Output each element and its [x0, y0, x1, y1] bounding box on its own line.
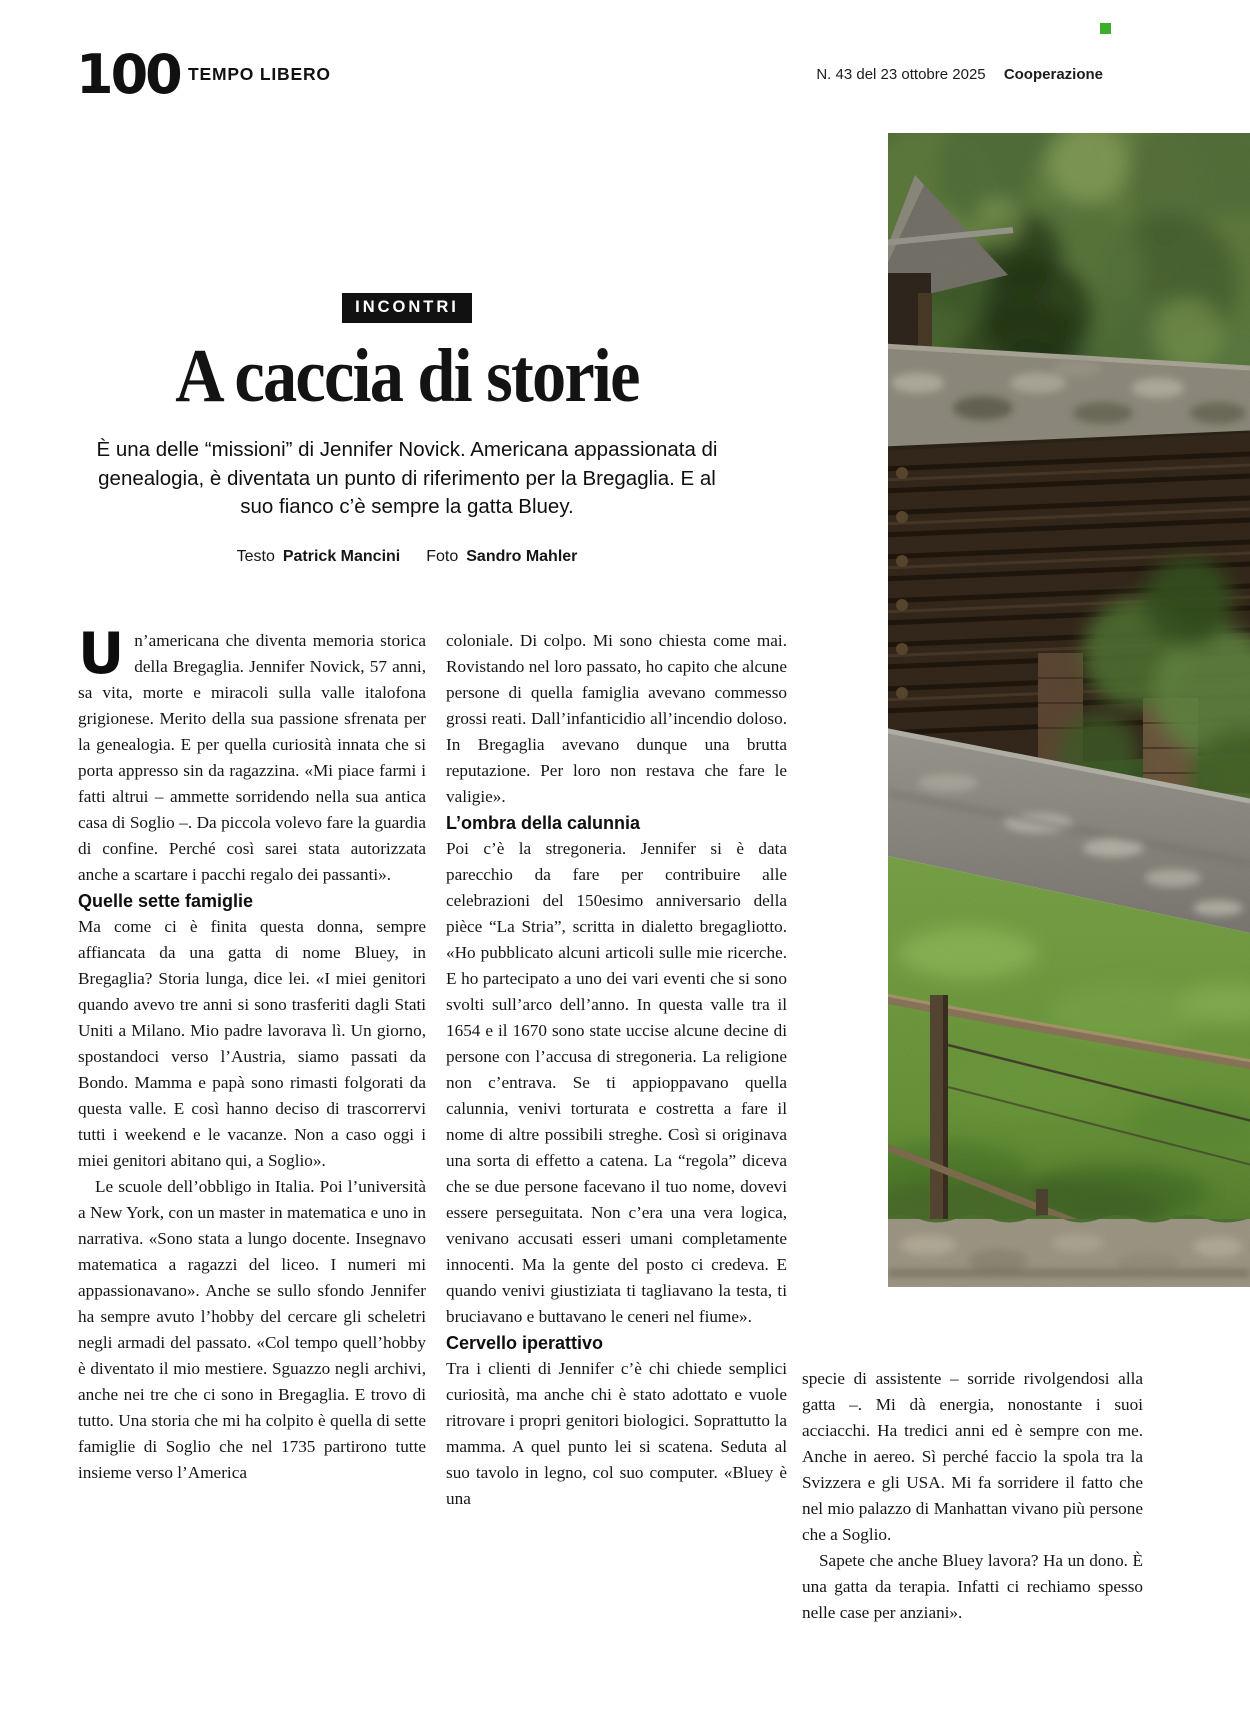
village-photo: [888, 133, 1250, 1287]
paragraph: Ma come ci è finita questa donna, sempre affiancata da una gatta di nome Bluey, in Bregaglia? Storia lunga, dice lei. «I miei genitori quando avevo tre anni si sono trasferiti dagli Stati Uniti a Milano. Mio padre lavorava lì. Un giorno, spostandoci verso l’Austria, siamo passati da Bondo. Mamma e papà sono rimasti folgorati da questa valle. E così hanno deciso di trascorrervi tutti i weekend e le vacanze. Non a caso oggi i miei genitori abitano qui, a Soglio».: [78, 917, 426, 1170]
byline-text-author: Patrick Mancini: [282, 547, 401, 565]
paragraph: Le scuole dell’obbligo in Italia. Poi l’università a New York, con un master in matematica e uno in narrativa. «Sono stata a lungo docente. Insegnavo matematica a ragazzi del liceo. I numeri mi appassionavano». Anche se sullo sfondo Jennifer ha sempre avuto l’hobby del cercare gli scheletri negli armadi del passato. «Col tempo quell’hobby è diventato il mio mestiere. Sguazzo negli archivi, anche nei tre che ci sono in Bregaglia. E trovo di tutto. Una storia che mi ha colpito è quella di sette famiglie di Soglio che nel 1735 partirono tutte insieme verso l’America: [78, 1177, 426, 1482]
village-photo-graphic: [888, 133, 1250, 1287]
paragraph: specie di assistente – sorride rivolgendosi alla gatta –. Mi dà energia, nonostante i suoi acciacchi. Ha tredici anni ed è sempre con me. Anche in aereo. Sì perché faccio la spola tra la Svizzera e gli USA. Mi fa sorridere il fatto che nel mio palazzo di Manhattan vivano più persone che a Soglio.: [802, 1369, 1143, 1544]
subhead: Quelle sette famiglie: [78, 891, 254, 911]
page-number: 100: [76, 43, 180, 106]
paragraph: Sapete che anche Bluey lavora? Ha un dono. È una gatta da terapia. Infatti ci rechiamo spesso nelle case per anziani».: [802, 1551, 1143, 1622]
byline-text-label: Testo: [236, 547, 275, 565]
subhead: L’ombra della calunnia: [446, 813, 641, 833]
magazine-name: Cooperazione: [1003, 66, 1103, 83]
article-byline: [78, 548, 736, 566]
section-title: TEMPO LIBERO: [188, 64, 331, 84]
article-heading: [78, 293, 736, 566]
paragraph-text: n’americana che diventa memoria storica della Bregaglia. Jennifer Novick, 57 anni, sa vita, morte e miracoli sulla valle italofona grigionese. Merito della sua passione sfrenata per la genealogia. E per quella curiosità innata che si porta appresso sin da ragazzina. «Mi piace farmi i fatti altrui – ammette sorridendo nella sua antica casa di Soglio –. Da piccola volevo fare la guardia di confine. Perché così sarei stata autorizzata anche a scartare i pacchi regalo dei passanti».: [78, 631, 426, 884]
body-column-2: [446, 628, 787, 1512]
category-badge: INCONTRI: [342, 293, 472, 323]
paragraph: coloniale. Di colpo. Mi sono chiesta come mai. Rovistando nel loro passato, ho capito che alcune persone di quella famiglia avevano commesso grossi reati. Dall’infanticidio all’incendio doloso. In Bregaglia avevano dunque una brutta reputazione. Per loro non restava che fare le valigie».: [446, 631, 787, 806]
issue-date: N. 43 del 23 ottobre 2025: [816, 66, 986, 83]
subhead: Cervello iperattivo: [446, 1333, 604, 1353]
body-column-3: [802, 1366, 1143, 1626]
article-intro: È una delle “missioni” di Jennifer Novick. Americana appassionata di genealogia, è diventata un punto di riferimento per la Bregaglia. E al suo fianco c’è sempre la gatta Bluey.: [96, 438, 718, 519]
paragraph: Tra i clienti di Jennifer c’è chi chiede semplici curiosità, ma anche chi è stato adottato e vuole ritrovare i propri genitori biologici. Soprattutto la mamma. A quel punto lei si scatena. Seduta al suo tavolo in legno, col suo computer. «Bluey è una: [446, 1359, 787, 1508]
issue-info: [816, 66, 1103, 83]
byline-photo-author: Sandro Mahler: [466, 547, 578, 565]
paragraph: Poi c’è la stregoneria. Jennifer si è data parecchio da fare per contribuire alle celebrazioni del 150esimo anniversario della pièce “La Stria”, scritta in dialetto bregagliotto. «Ho pubblicato alcuni articoli sulle mie ricerche. E ho partecipato a uno dei vari eventi che si sono svolti sull’arco dell’anno. In questa valle tra il 1654 e il 1670 sono state uccise alcune decine di persone con l’accusa di stregoneria. La religione non c’entrava. Se ti appioppavano quella calunnia, venivi torturata e costretta a fare il nome di altre possibili streghe. Così si originava una sorta di effetto a catena. La “regola” diceva che se due persone facevano il tuo nome, dovevi essere perseguitata. Non c’era una vera logica, venivano accusati esseri umani completamente innocenti. Ma la gente del posto ci credeva. E quando venivi giustiziata ti tagliavano la testa, ti bruciavano e buttavano le ceneri nel fiume».: [446, 839, 787, 1326]
coop-green-square-icon: [1100, 23, 1111, 34]
paragraph: [78, 621, 426, 888]
drop-cap: U: [78, 621, 125, 687]
byline-photo-label: Foto: [426, 547, 459, 565]
article-title: A caccia di storie: [175, 334, 639, 418]
body-column-1: [78, 621, 426, 1486]
